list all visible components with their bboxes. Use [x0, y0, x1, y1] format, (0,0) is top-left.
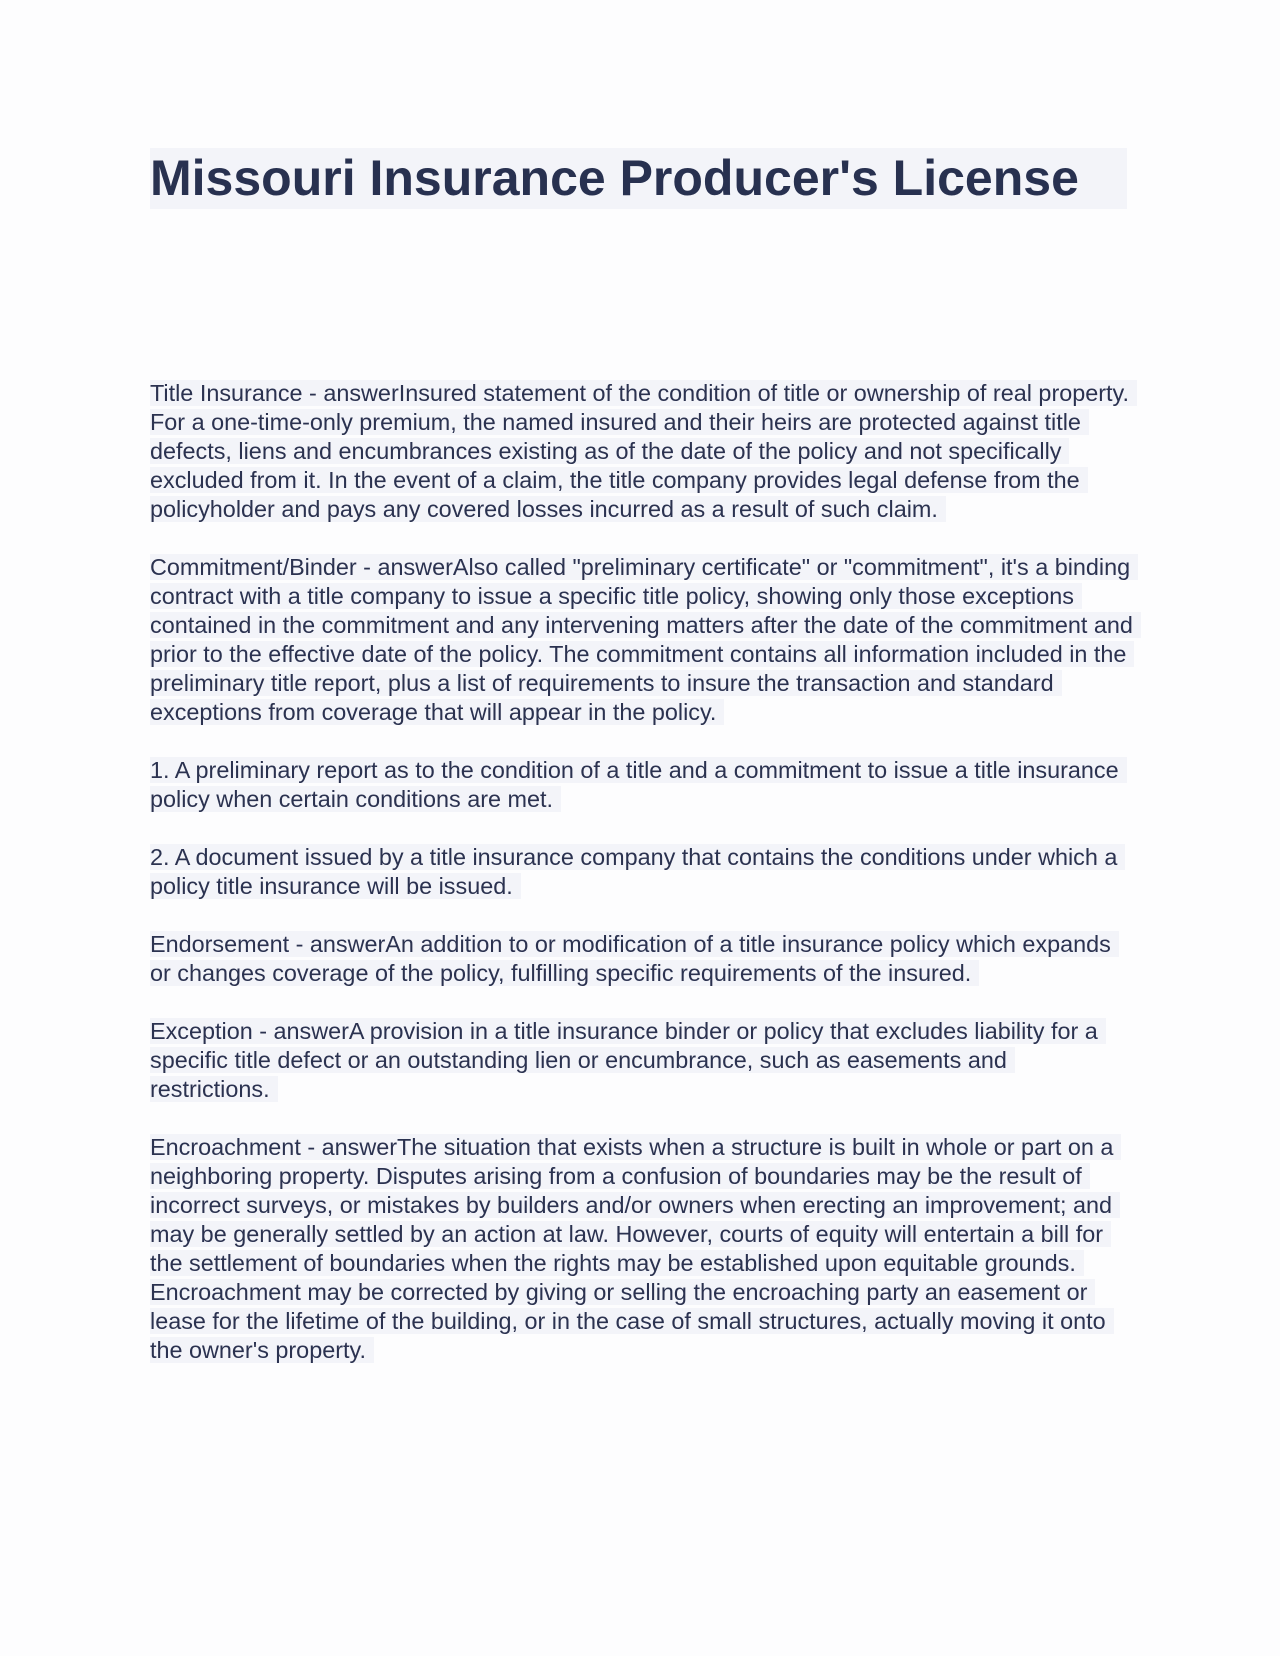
document-page: [150, 148, 1135, 1363]
entry-text: Exception - answerA provision in a title insurance binder or policy that excludes liability for a specific title defect or an outstanding lien or encumbrance, such as easements and restrictions.: [150, 1018, 1106, 1102]
entry-item-2: [150, 843, 1135, 901]
entry-text: 1. A preliminary report as to the condition of a title and a commitment to issue a title insurance policy when certain conditions are met.: [150, 757, 1127, 812]
entry-title-insurance: [150, 379, 1135, 524]
entry-list: [150, 379, 1135, 1394]
entry-encroachment: [150, 1133, 1135, 1365]
page-title: Missouri Insurance Producer's License: [150, 148, 1127, 209]
entry-text: Title Insurance - answerInsured statement of the condition of title or ownership of real property. For a one-time-only premium, the named insured and their heirs are protected against title defects, liens and encumbrances existing as of the date of the policy and not specifically excluded from it. In the event of a claim, the title company provides legal defense from the policyholder and pays any covered losses incurred as a result of such claim.: [150, 380, 1137, 522]
entry-commitment-binder: [150, 553, 1135, 727]
entry-text: Encroachment - answerThe situation that exists when a structure is built in whole or part on a neighboring property. Disputes arising from a confusion of boundaries may be the result of incorrect surveys, or mistakes by builders and/or owners when erecting an improvement; and may be generally settled by an action at law. However, courts of equity will entertain a bill for the settlement of boundaries when the rights may be established upon equitable grounds. Encroachment may be corrected by giving or selling the encroaching party an easement or lease for the lifetime of the building, or in the case of small structures, actually moving it onto the owner's property.: [150, 1134, 1121, 1363]
entry-endorsement: [150, 930, 1135, 988]
entry-text: Commitment/Binder - answerAlso called "preliminary certificate" or "commitment", it's a binding contract with a title company to issue a specific title policy, showing only those exceptions contained in the commitment and any intervening matters after the date of the commitment and prior to the effective date of the policy. The commitment contains all information included in the preliminary title report, plus a list of requirements to insure the transaction and standard exceptions from coverage that will appear in the policy.: [150, 554, 1141, 725]
entry-exception: [150, 1017, 1135, 1104]
entry-text: 2. A document issued by a title insurance company that contains the conditions under which a policy title insurance will be issued.: [150, 844, 1125, 899]
entry-item-1: [150, 756, 1135, 814]
entry-text: Endorsement - answerAn addition to or modification of a title insurance policy which expands or changes coverage of the policy, fulfilling specific requirements of the insured.: [150, 931, 1119, 986]
